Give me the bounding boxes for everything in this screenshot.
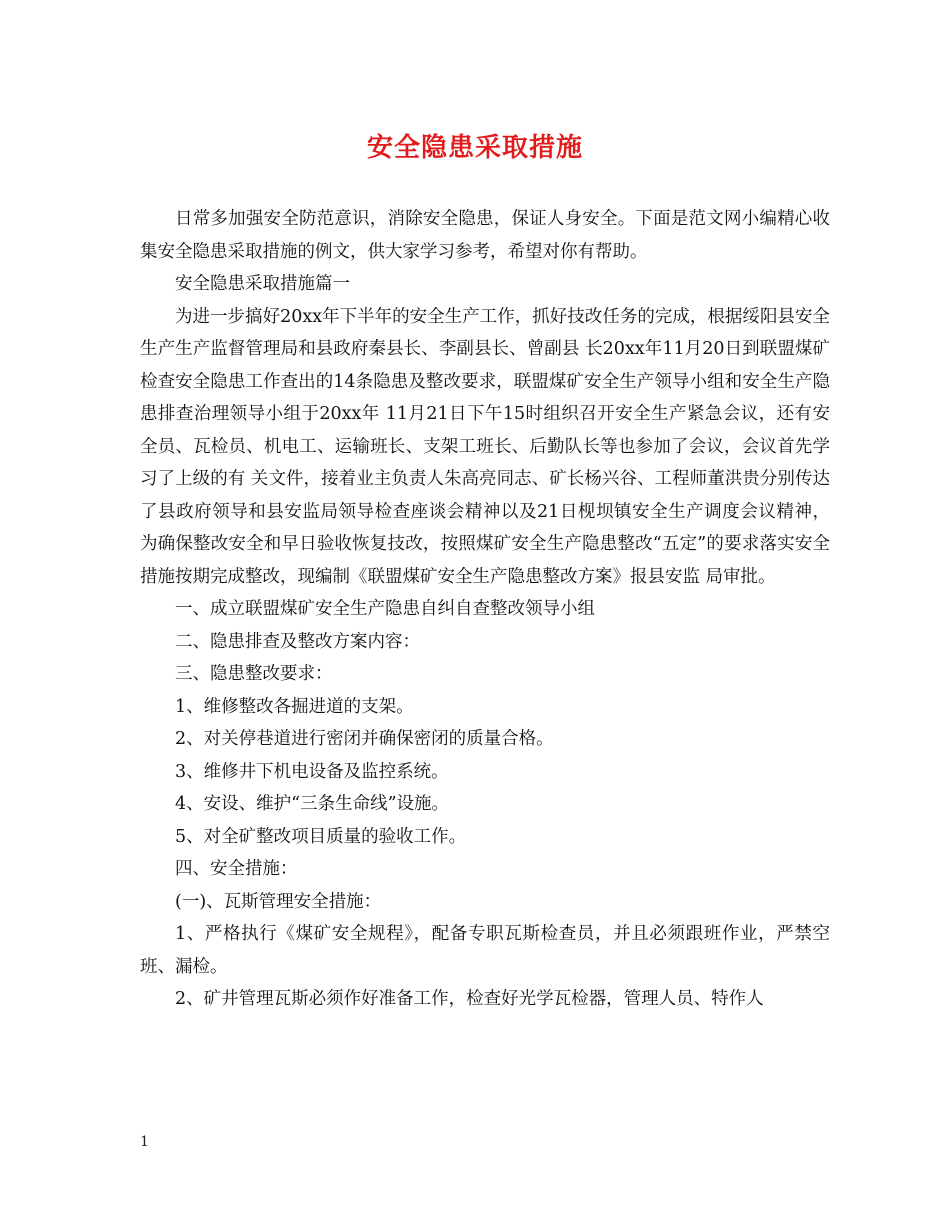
section-heading: 安全隐患采取措施篇一 xyxy=(175,274,350,294)
list-item: 5、对全矿整改项目质量的验收工作。 xyxy=(175,826,467,847)
list-item: 1、严格执行《煤矿安全规程》，配备专职瓦斯检查员，并且必须跟班作业，严禁空班、漏检。 xyxy=(140,924,830,977)
list-item: 1、维修整改各掘进道的支架。 xyxy=(175,696,414,717)
list-item: 一、成立联盟煤矿安全生产隐患自纠自查整改领导小组 xyxy=(175,599,595,619)
list-item: (一)、瓦斯管理安全措施： xyxy=(175,891,382,912)
list-item: 2、矿井管理瓦斯必须作好准备工作，检查好光学瓦检器，管理人员、特作人 xyxy=(175,989,764,1009)
list-item: 三、隐患整改要求： xyxy=(175,664,333,684)
list-item: 二、隐患排查及整改方案内容： xyxy=(175,631,420,652)
list-item: 四、安全措施： xyxy=(175,859,298,879)
document-body xyxy=(140,203,830,1016)
list-item: 2、对关停巷道进行密闭并确保密闭的质量合格。 xyxy=(175,729,554,749)
list-item: 3、维修井下机电设备及监控系统。 xyxy=(175,761,449,782)
list-item: 4、安设、维护“三条生命线”设施。 xyxy=(175,794,450,814)
document-title: 安全隐患采取措施 xyxy=(366,133,583,163)
intro-paragraph: 日常多加强安全防范意识，消除安全隐患，保证人身安全。下面是范文网小编精心收集安全隐患采取措施的例文，供大家学习参考，希望对你有帮助。 xyxy=(140,209,830,262)
body-paragraph: 为进一步搞好20xx年下半年的安全生产工作，抓好技改任务的完成，根据绥阳县安全生产生产监督管理局和县政府秦县长、李副县长、曾副县 长20xx年11月20日到联盟煤矿检查安全隐患工作查出的14条隐患及整改要求，联盟煤矿安全生产领导小组和安全生产隐患排查治理领导小组于20xx年 11月21日下午15时组织召开安全生产紧急会议，还有安全员、瓦检员、机电工、运输班长、支架工班长、后勤队长等也参加了会议，会议首先学习了上级的有 关文件，接着业主负责人朱高亮同志、矿长杨兴谷、工程师董洪贵分别传达了县政府领导和县安监局领导检查座谈会精神以及21日枧坝镇安全生产调度会议精神， 为确保整改安全和早日验收恢复技改，按照煤矿安全生产隐患整改“五定”的要求落实安全措施按期完成整改，现编制《联盟煤矿安全生产隐患整改方案》报县安监 局审批。 xyxy=(140,306,830,587)
page-number: 1 xyxy=(140,1134,149,1150)
